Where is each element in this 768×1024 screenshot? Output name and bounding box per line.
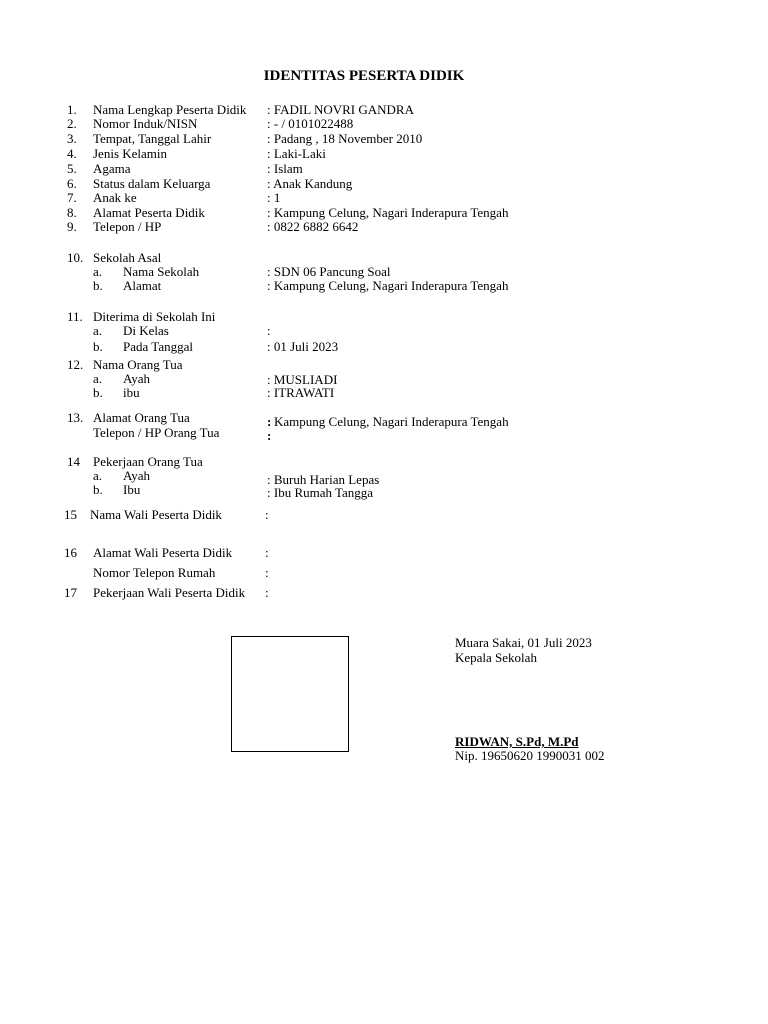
sub-letter: b. <box>93 385 103 400</box>
item-number: 13. <box>67 410 84 425</box>
item-number: 8. <box>67 205 77 220</box>
item-value: : Kampung Celung, Nagari Inderapura Tengah <box>267 205 509 220</box>
sub-value: : ITRAWATI <box>267 385 335 400</box>
item-number: 10. <box>67 250 84 265</box>
item-label: Pekerjaan Orang Tua <box>93 454 203 469</box>
item-number: 9. <box>67 219 77 234</box>
item-label: Agama <box>93 161 131 176</box>
item-value: : Islam <box>267 161 303 176</box>
item-number: 17 <box>64 585 77 600</box>
sub-value: : MUSLIADI <box>267 372 338 387</box>
item-number: 4. <box>67 146 77 161</box>
sub-label: Nama Sekolah <box>123 264 200 279</box>
item-number: 2. <box>67 116 77 131</box>
item-value: : Anak Kandung <box>267 176 353 191</box>
item-label: Nomor Induk/NISN <box>93 116 198 131</box>
item-label: Alamat Wali Peserta Didik <box>93 545 233 560</box>
sub-label: ibu <box>123 385 140 400</box>
page-title: IDENTITAS PESERTA DIDIK <box>263 68 465 84</box>
signature-name: RIDWAN, S.Pd, M.Pd <box>455 734 579 749</box>
item-value: : FADIL NOVRI GANDRA <box>267 102 414 117</box>
sub-letter: b. <box>93 278 103 293</box>
item-value: : Laki-Laki <box>267 146 326 161</box>
sub-label: Alamat <box>123 278 162 293</box>
item-label: Alamat Orang Tua <box>93 410 190 425</box>
item-value: : <box>265 507 269 522</box>
item-label: Anak ke <box>93 190 137 205</box>
item-number: 3. <box>67 131 77 146</box>
item-number: 5. <box>67 161 77 176</box>
item-label: Sekolah Asal <box>93 250 162 265</box>
sub-label: Ibu <box>123 482 141 497</box>
item-number: 7. <box>67 190 77 205</box>
sub-label: Pada Tanggal <box>123 339 193 354</box>
sub-value: : 01 Juli 2023 <box>267 339 339 354</box>
signature-position: Kepala Sekolah <box>455 650 537 665</box>
item-label: Telepon / HP Orang Tua <box>93 425 220 440</box>
item-value: : 0822 6882 6642 <box>267 219 359 234</box>
item-label: Status dalam Keluarga <box>93 176 211 191</box>
signature-place-date: Muara Sakai, 01 Juli 2023 <box>455 635 592 650</box>
sub-value: : SDN 06 Pancung Soal <box>267 264 391 279</box>
item-value: : <box>265 545 269 560</box>
item-label: Alamat Peserta Didik <box>93 205 205 220</box>
signature-nip: Nip. 19650620 1990031 002 <box>455 748 605 763</box>
item-value: Kampung Celung, Nagari Inderapura Tengah <box>274 414 509 429</box>
item-number: 15 <box>64 507 77 522</box>
item-label: Telepon / HP <box>93 219 162 234</box>
sub-letter: b. <box>93 482 103 497</box>
item-label: Nama Wali Peserta Didik <box>90 507 222 522</box>
item-value: : <box>265 585 269 600</box>
sub-label: Ayah <box>123 371 150 386</box>
item-number: 1. <box>67 102 77 117</box>
item-label: Jenis Kelamin <box>93 146 168 161</box>
item-label: Nomor Telepon Rumah <box>93 565 216 580</box>
item-value: : Padang , 18 November 2010 <box>267 131 423 146</box>
item-label: Pekerjaan Wali Peserta Didik <box>93 585 246 600</box>
sub-value: : Kampung Celung, Nagari Inderapura Tengah <box>267 278 509 293</box>
item-label: Diterima di Sekolah Ini <box>93 309 216 324</box>
item-label: Tempat, Tanggal Lahir <box>93 131 212 146</box>
sub-letter: a. <box>93 468 103 483</box>
sub-letter: a. <box>93 371 103 386</box>
item-value: : 1 <box>267 190 281 205</box>
sub-label: Ayah <box>123 468 150 483</box>
item-value: : <box>265 565 269 580</box>
sub-value: : Ibu Rumah Tangga <box>267 485 374 500</box>
sub-value: : <box>267 323 271 338</box>
sub-value: : Buruh Harian Lepas <box>267 472 380 487</box>
photo-placeholder <box>231 636 349 752</box>
item-label: Nama Orang Tua <box>93 357 183 372</box>
sub-letter: a. <box>93 323 103 338</box>
item-number: 16 <box>64 545 77 560</box>
item-number: 12. <box>67 357 84 372</box>
sub-letter: b. <box>93 339 103 354</box>
item-number: 14 <box>67 454 80 469</box>
sub-letter: a. <box>93 264 103 279</box>
sub-label: Di Kelas <box>123 323 169 338</box>
value-colon: : <box>267 428 272 443</box>
item-number: 11. <box>67 309 83 324</box>
value-colon: : <box>267 414 272 429</box>
item-value: : - / 0101022488 <box>267 116 354 131</box>
item-label: Nama Lengkap Peserta Didik <box>93 102 247 117</box>
item-number: 6. <box>67 176 77 191</box>
